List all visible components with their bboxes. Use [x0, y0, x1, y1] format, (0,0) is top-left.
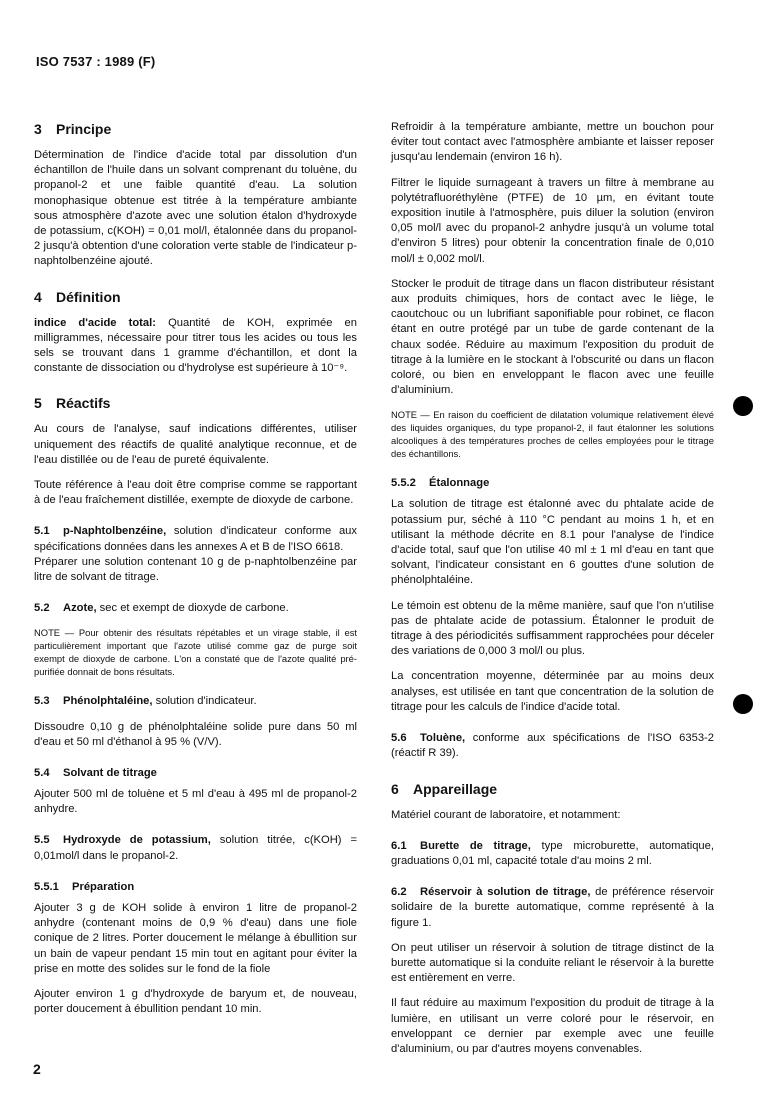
note: NOTE — Pour obtenir des résultats répétables et un virage stable, il est particulièrement important que l'azote utilisé comme gaz de purge soit exempt de dioxyde de carbone. L'on a constaté que de l'azote qualité pré-purifiée donnait de bons résultats. — [34, 627, 357, 678]
section-heading-5: 5 Réactifs — [34, 395, 111, 412]
subsection-5-5: 5.5 Hydroxyde de potassium, solution titrée, c(KOH) = 0,01mol/l dans le propanol-2. — [34, 834, 358, 862]
paragraph: Ajouter 500 ml de toluène et 5 ml d'eau à 495 ml de propanol-2 anhydre. — [34, 788, 357, 816]
paragraph: Ajouter environ 1 g d'hydroxyde de baryum et, de nouveau, porter doucement à ébullition pendant 10 min. — [34, 987, 357, 1016]
paragraph: Stocker le produit de titrage dans un flacon distributeur résistant aux produits chimiques, hors de contact avec le liège, le caoutchouc ou un lubrifiant saponifiable pour robinet, ce flacon étant en outre protégé par un tube de garde contenant de la chaux sodée. Réduire au maximum l'exposition du produit de titrage à la lumière en le stockant à l'obscurité ou dans un flacon coloré, ou bien en enveloppant le flacon avec une feuille d'aluminium. — [391, 277, 714, 397]
paragraph: Dissoudre 0,10 g de phénolphtaléine solide pure dans 50 ml d'eau et 50 ml d'éthanol à 95 % (V/V). — [34, 720, 357, 748]
paragraph: Matériel courant de laboratoire, et notamment: — [391, 808, 621, 821]
paragraph: Ajouter 3 g de KOH solide à environ 1 litre de propanol-2 anhydre (contenant moins de 0,9 % d'eau) dans une fiole conique de 2 litres. Porter doucement le mélange à ébullition sur un bain de vapeur pendant 15 min tout en agitant pour éviter la prise en motte des solides sur le fond de la fiole — [34, 901, 357, 975]
left-column — [34, 120, 357, 1027]
paragraph: Refroidir à la température ambiante, mettre un bouchon pour éviter tout contact avec l'atmosphère ambiante et laisser reposer jusqu'au lendemain (environ 16 h). — [391, 121, 714, 164]
document-header: ISO 7537 : 1989 (F) — [36, 54, 156, 69]
binder-hole-mark — [733, 396, 753, 416]
note: NOTE — En raison du coefficient de dilatation volumique relativement élevé des liquides organiques, du type propanol-2, il faut étalonner les solutions alcooliques à des températures proches de celles employées pour le titrage des échantillons. — [391, 409, 714, 460]
subsection-6-1: 6.1 Burette de titrage, type microburette, automatique, graduations 0,01 ml, capacité totale d'au moins 2 ml. — [391, 839, 714, 867]
paragraph: Au cours de l'analyse, sauf indications différentes, utiliser uniquement des réactifs de qualité analytique reconnue, et de l'eau distillée ou de l'eau de pureté équivalente. — [34, 423, 357, 466]
subsection-5-6: 5.6 Toluène, conforme aux spécifications de l'ISO 6353-2 (réactif R 39). — [391, 732, 714, 760]
binder-hole-mark — [733, 694, 753, 714]
subsection-6-2: 6.2 Réservoir à solution de titrage, de préférence réservoir solidaire de la burette automatique, comme représenté à la figure 1. — [391, 886, 714, 929]
page-number: 2 — [33, 1061, 41, 1077]
paragraph: Toute référence à l'eau doit être comprise comme se rapportant à de l'eau fraîchement distillée, exempte de dioxyde de carbone. — [34, 479, 357, 507]
paragraph: Le témoin est obtenu de la même manière, sauf que l'on n'utilise pas de phtalate acide de potassium. Étalonner le produit de titrage à des périodicités suffisamment rapprochées pour déceler des variations de 0,000 3 mol/l ou plus. — [391, 599, 714, 658]
paragraph: La concentration moyenne, déterminée par au moins deux analyses, est utilisée en tant que concentration de la solution de titrage pour les calculs de l'indice d'acide total. — [391, 670, 714, 713]
paragraph: La solution de titrage est étalonné avec du phtalate acide de potassium pur, séché à 110 °C pendant au moins 1 h, et en utilisant la méthode décrite en 8.1 pour l'analyse de l'indice d'acide total, sauf que l'on utilise 40 ml ± 1 ml d'eau en tant que solvant, l'indicateur consistant en 6 gouttes d'une solution de phénolphtaléine. — [391, 498, 714, 587]
paragraph: indice d'acide total: Quantité de KOH, exprimée en milligrammes, nécessaire pour titrer tous les acides ou tous les sels se trouvant dans 1 gramme d'échantillon, et dont la constante de dissociation ou d'hydrolyse est supérieure à 10⁻⁹. — [34, 316, 357, 375]
subsection-5-1: 5.1 p-Naphtolbenzéine, solution d'indicateur conforme aux spécifications données dans les annexes A et B de l'ISO 6618. Préparer une solution contenant 10 g de p-naphtolbenzéine par litre de solvant de titrage. — [34, 525, 357, 584]
paragraph: On peut utiliser un réservoir à solution de titrage distinct de la burette automatique si la conduite reliant le réservoir à la burette est entièrement en verre. — [391, 941, 714, 985]
section-heading-4: 4 Définition — [34, 288, 121, 305]
subsection-5-4: 5.4 Solvant de titrage — [34, 767, 157, 780]
subsection-5-2: 5.2 Azote, sec et exempt de dioxyde de carbone. — [34, 602, 289, 615]
right-column — [391, 120, 714, 1067]
paragraph: Détermination de l'indice d'acide total par dissolution d'un échantillon de l'huile dans un solvant comprenant du toluène, du propanol-2 et une faible quantité d'eau. La solution monophasique obtenue est titrée à la température ambiante sous atmosphère d'azote avec une solution étalon d'hydroxyde de potassium, c(KOH) = 0,01 mol/l, étalonnée dans du propanol-2 jusqu'à obtention d'une coloration verte stable de l'indicateur p-naphtolbenzéine ajouté. — [34, 149, 357, 268]
section-heading-3: 3 Principe — [34, 121, 112, 137]
subsection-5-3: 5.3 Phénolphtaléine, solution d'indicateur. — [34, 695, 257, 708]
subsection-5-5-1: 5.5.1 Préparation — [34, 880, 135, 893]
paragraph: Filtrer le liquide surnageant à travers un filtre à membrane au polytétrafluoréthylène (PTFE) de 10 µm, en évitant toute exposition inutile à l'atmosphère, puis diluer la solution (environ 0,05 mol/l avec du propanol-2 anhydre jusqu'à un volume total d'environ 5 litres) pour obtenir la concentration finale de 0,010 mol/l ± 0,002 mol/l. — [391, 176, 714, 265]
subsection-5-5-2: 5.5.2 Étalonnage — [391, 477, 490, 490]
section-heading-6: 6 Appareillage — [391, 780, 498, 797]
paragraph: Il faut réduire au maximum l'exposition du produit de titrage à la lumière, en utilisant un verre coloré pour le réservoir, en enveloppant ce dernier par exemple avec une feuille d'aluminium, ou par d'autres moyens convenables. — [391, 997, 714, 1055]
